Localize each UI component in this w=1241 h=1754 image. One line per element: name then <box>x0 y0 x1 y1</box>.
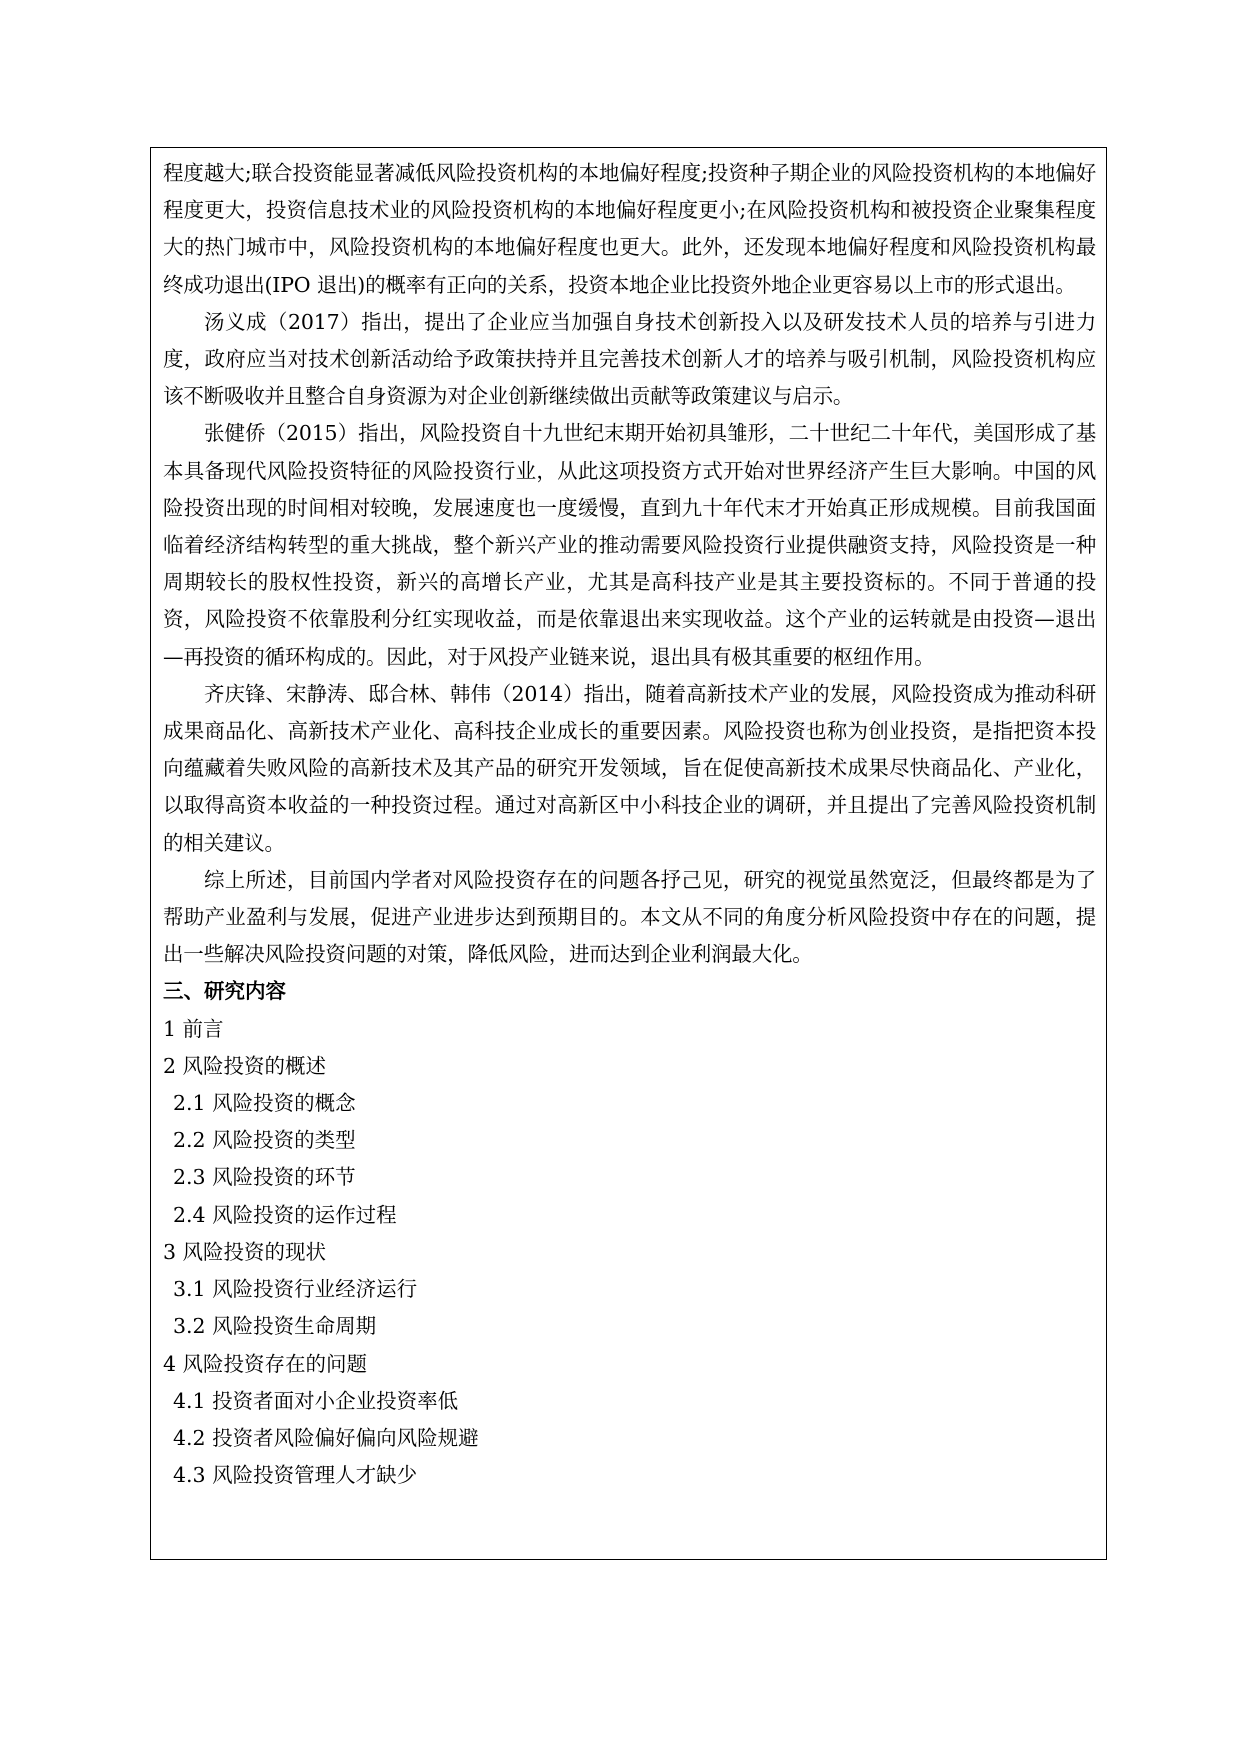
outline-item-2-3: 2.3 风险投资的环节 <box>173 1165 356 1190</box>
outline-item-3-2: 3.2 风险投资生命周期 <box>173 1314 377 1339</box>
document-table-cell <box>150 147 1107 1560</box>
paragraph-local-bias-continued: 程度越大;联合投资能显著减低风险投资机构的本地偏好程度;投资种子期企业的风险投资机构的本地偏好程度更大，投资信息技术业的风险投资机构的本地偏好程度更小;在风险投资机构和被投资企业聚集程度大的热门城市中，风险投资机构的本地偏好程度也更大。此外，还发现本地偏好程度和风险投资机构最终成功退出(IPO 退出)的概率有正向的关系，投资本地企业比投资外地企业更容易以上市的形式退出。 <box>163 161 1096 297</box>
section-heading-research-content: 三、研究内容 <box>163 979 286 1004</box>
outline-item-4-2: 4.2 投资者风险偏好偏向风险规避 <box>173 1425 479 1450</box>
outline-item-4-3: 4.3 风险投资管理人才缺少 <box>173 1463 418 1488</box>
outline-item-4-1: 4.1 投资者面对小企业投资率低 <box>173 1388 459 1413</box>
outline-item-3-1: 3.1 风险投资行业经济运行 <box>173 1277 418 1302</box>
outline-item-1: 1 前言 <box>163 1016 224 1041</box>
paragraph-qi-qingfeng: 齐庆锋、宋静涛、邸合林、韩伟（2014）指出，随着高新技术产业的发展，风险投资成为推动科研成果商品化、高新技术产业化、高科技企业成长的重要因素。风险投资也称为创业投资，是指把资本投向蕴藏着失败风险的高新技术及其产品的研究开发领域，旨在促使高新技术成果尽快商品化、产业化，以取得高资本收益的一种投资过程。通过对高新区中小科技企业的调研，并且提出了完善风险投资机制的相关建议。 <box>163 681 1096 855</box>
outline-item-3: 3 风险投资的现状 <box>163 1239 327 1264</box>
outline-item-2-1: 2.1 风险投资的概念 <box>173 1091 356 1116</box>
outline-item-2: 2 风险投资的概述 <box>163 1053 327 1078</box>
paragraph-tang-yicheng: 汤义成（2017）指出，提出了企业应当加强自身技术创新投入以及研发技术人员的培养与引进力度，政府应当对技术创新活动给予政策扶持并且完善技术创新人才的培养与吸引机制，风险投资机构应该不断吸收并且整合自身资源为对企业创新继续做出贡献等政策建议与启示。 <box>163 309 1096 409</box>
paragraph-summary: 综上所述，目前国内学者对风险投资存在的问题各抒己见，研究的视觉虽然宽泛，但最终都是为了帮助产业盈利与发展，促进产业进步达到预期目的。本文从不同的角度分析风险投资中存在的问题，提出一些解决风险投资问题的对策，降低风险，进而达到企业利润最大化。 <box>163 867 1096 967</box>
paragraph-zhang-jianqiao: 张健侨（2015）指出，风险投资自十九世纪末期开始初具雏形，二十世纪二十年代，美国形成了基本具备现代风险投资特征的风险投资行业，从此这项投资方式开始对世界经济产生巨大影响。中国的风险投资出现的时间相对较晚，发展速度也一度缓慢，直到九十年代末才开始真正形成规模。目前我国面临着经济结构转型的重大挑战，整个新兴产业的推动需要风险投资行业提供融资支持，风险投资是一种周期较长的股权性投资，新兴的高增长产业，尤其是高科技产业是其主要投资标的。不同于普通的投资，风险投资不依靠股利分红实现收益，而是依靠退出来实现收益。这个产业的运转就是由投资—退出—再投资的循环构成的。因此，对于风投产业链来说，退出具有极其重要的枢纽作用。 <box>163 421 1096 669</box>
outline-item-4: 4 风险投资存在的问题 <box>163 1351 368 1376</box>
outline-item-2-4: 2.4 风险投资的运作过程 <box>173 1202 397 1227</box>
outline-item-2-2: 2.2 风险投资的类型 <box>173 1128 356 1153</box>
